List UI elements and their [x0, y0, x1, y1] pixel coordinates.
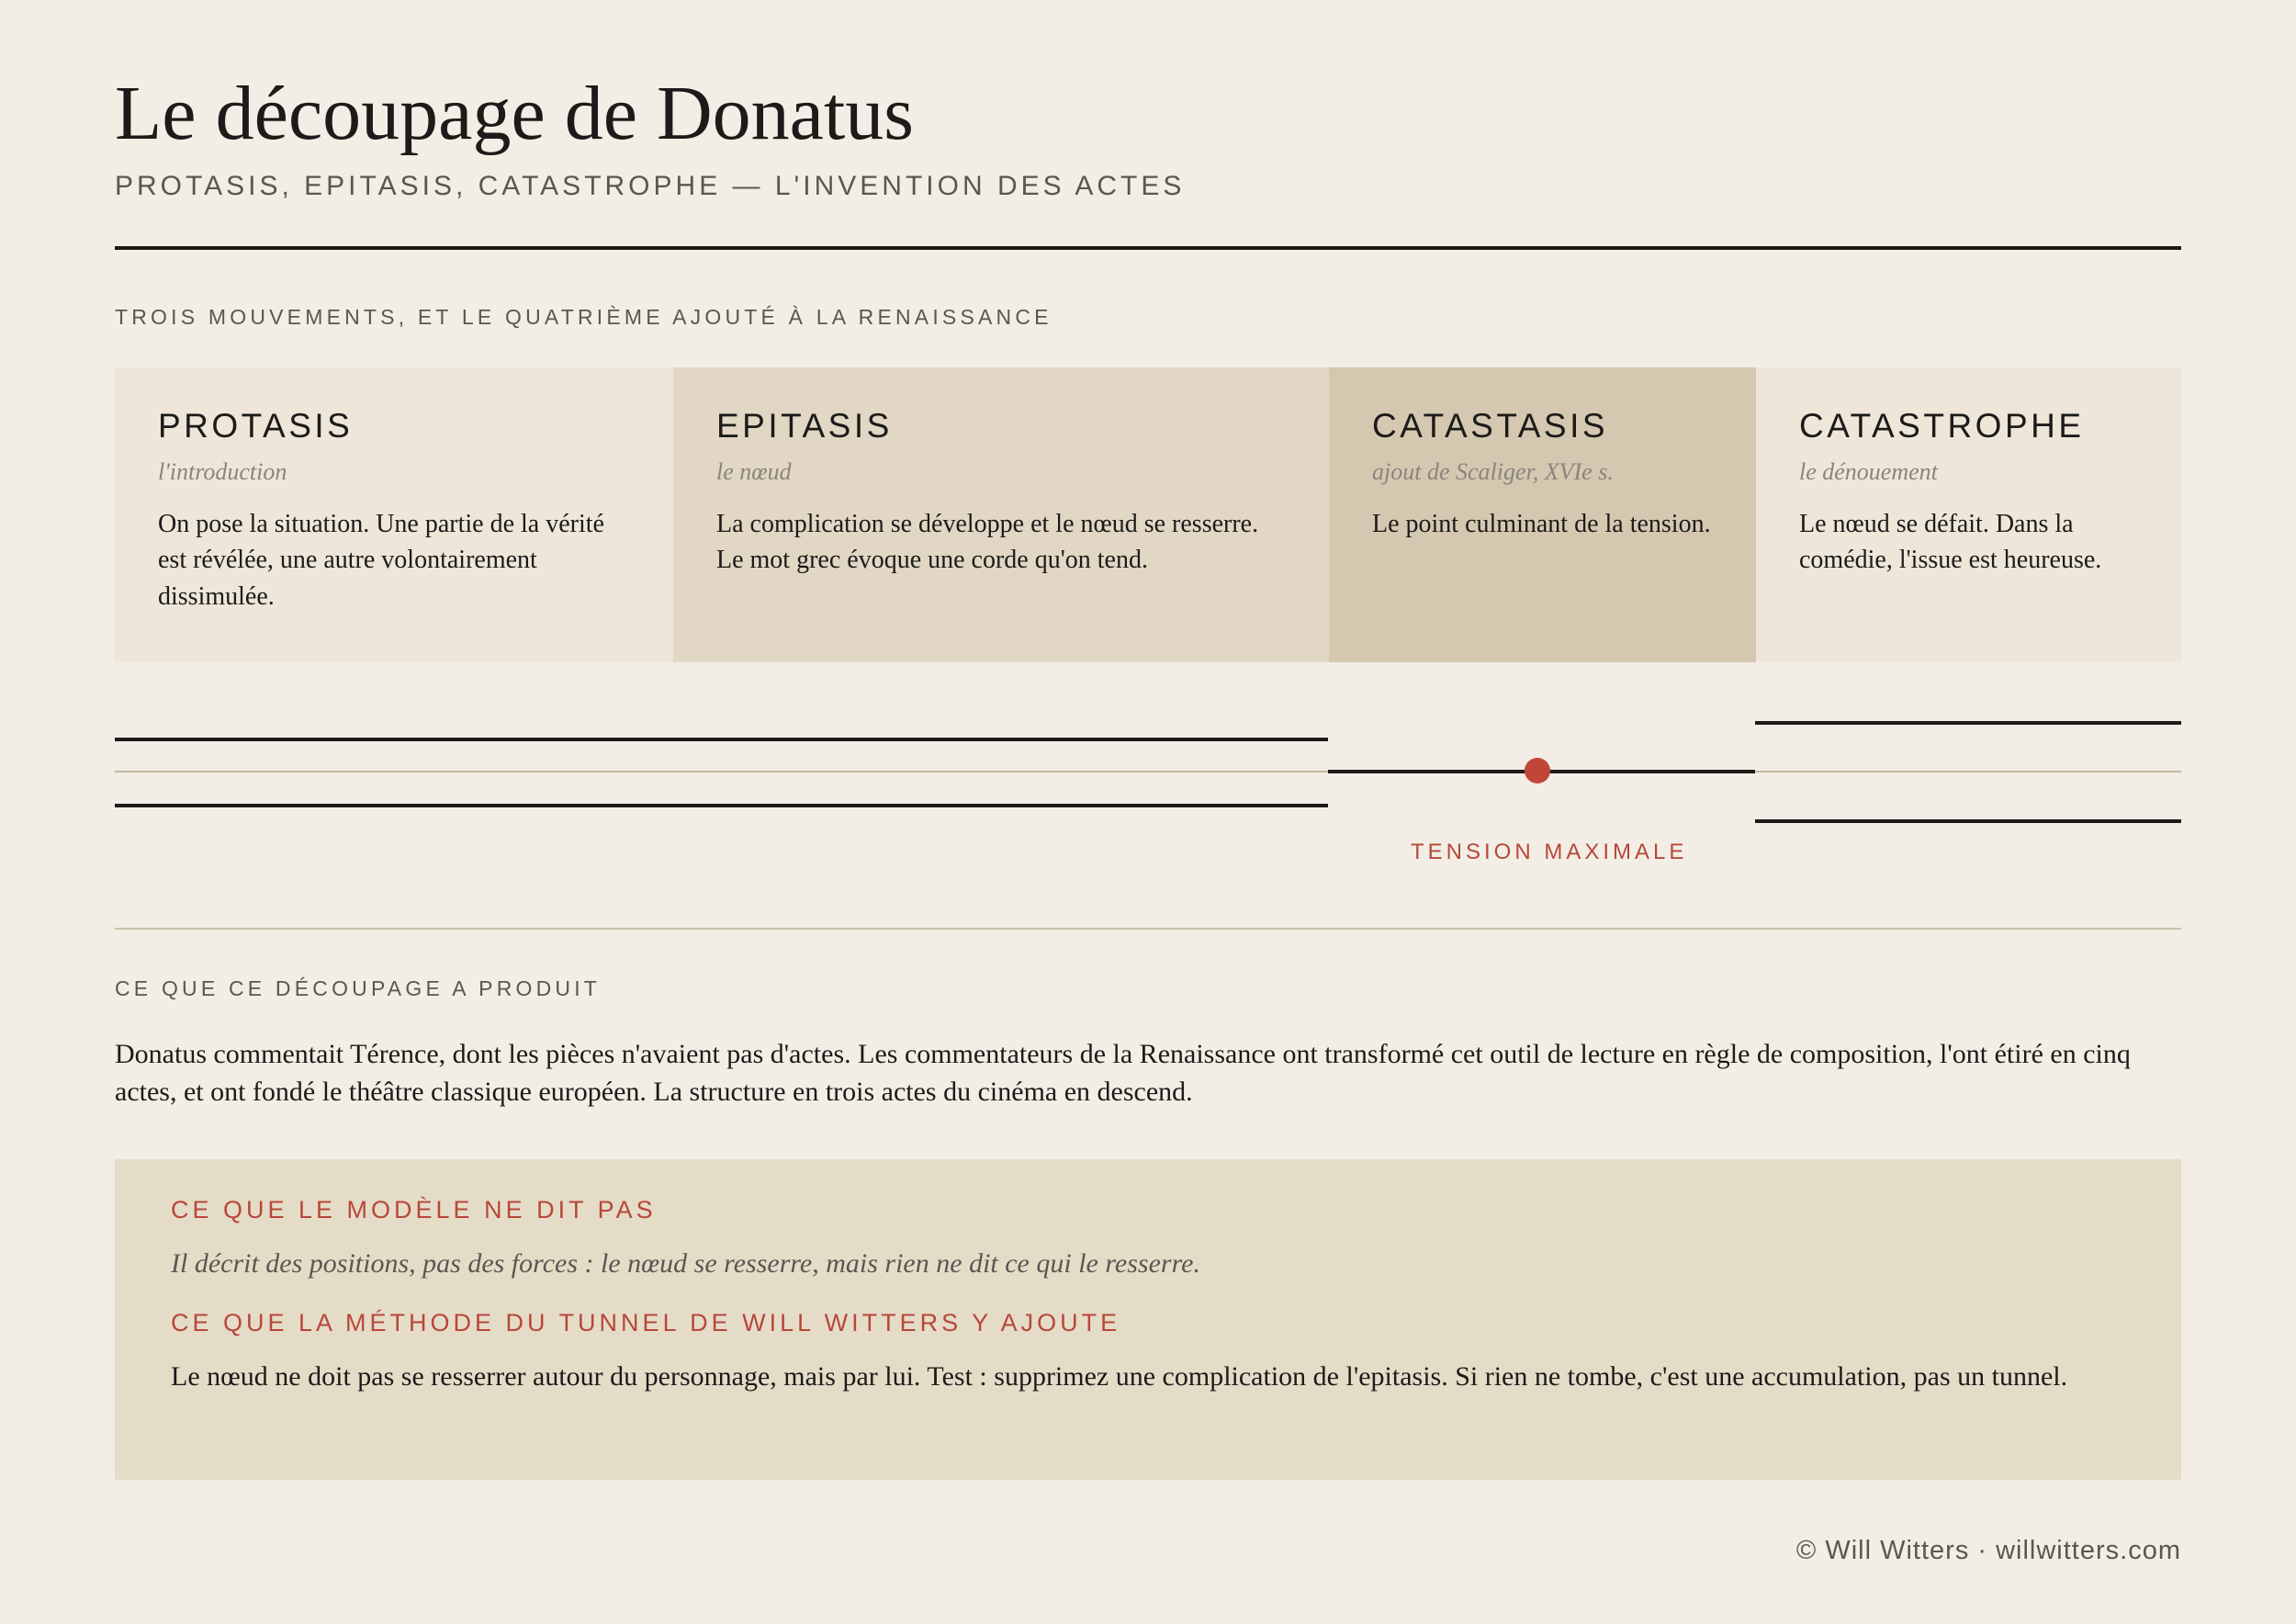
callout-box	[115, 1159, 2181, 1480]
section-divider	[115, 928, 2181, 930]
card-title: PROTASIS	[158, 407, 354, 445]
card-subtitle: le dénouement	[1799, 457, 1938, 485]
card-title: CATASTROPHE	[1799, 407, 2085, 445]
callout-limits-text: Il décrit des positions, pas des forces : le nœud se resserre, mais rien ne dit ce qui le resserre.	[171, 1248, 1200, 1279]
page-subtitle: PROTASIS, EPITASIS, CATASTROPHE — L'INVENTION DES ACTES	[115, 171, 1186, 201]
section-label-legacy: CE QUE CE DÉCOUPAGE A PRODUIT	[115, 976, 602, 1000]
tension-label: TENSION MAXIMALE	[1411, 840, 1688, 864]
tension-peak-dot	[1525, 758, 1550, 784]
callout-heading-method: CE QUE LA MÉTHODE DU TUNNEL DE WILL WITTERS Y AJOUTE	[171, 1309, 1121, 1336]
callout-method-text: Le nœud ne doit pas se resserrer autour du personnage, mais par lui. Test : supprimez une complication de l'epitasis. Si rien ne tombe, c'est une accumulation, pas un tunnel.	[171, 1361, 2068, 1392]
card-subtitle: l'introduction	[158, 457, 287, 485]
card-text: On pose la situation. Une partie de la vérité est révélée, une autre volontairement dissimulée.	[158, 509, 604, 612]
card-text: La complication se développe et le nœud se resserre. Le mot grec évoque une corde qu'on tend.	[716, 509, 1259, 575]
card-protasis	[115, 367, 673, 662]
card-title: CATASTASIS	[1372, 407, 1609, 445]
tension-diagram	[0, 707, 2296, 836]
section-label-movements: TROIS MOUVEMENTS, ET LE QUATRIÈME AJOUTÉ À LA RENAISSANCE	[115, 305, 1052, 329]
movement-cards	[115, 367, 2181, 662]
footer-credit: © Will Witters · willwitters.com	[1795, 1536, 2181, 1565]
card-subtitle: ajout de Scaliger, XVIe s.	[1372, 457, 1614, 485]
legacy-paragraph: Donatus commentait Térence, dont les pièces n'avaient pas d'actes. Les commentateurs de la Renaissance ont transformé cet outil de lecture en règle de composition, l'ont étiré en cinq actes, et ont fondé le théâtre classique européen. La structure en trois actes du cinéma en descend.	[115, 1039, 2131, 1107]
page-title: Le découpage de Donatus	[115, 71, 914, 156]
card-catastasis	[1329, 367, 1756, 662]
card-catastrophe	[1756, 367, 2181, 662]
card-subtitle: le nœud	[716, 457, 792, 485]
card-title: EPITASIS	[716, 407, 893, 445]
card-text: Le point culminant de la tension.	[1372, 509, 1711, 538]
callout-heading-limits: CE QUE LE MODÈLE NE DIT PAS	[171, 1196, 657, 1224]
card-text: Le nœud se défait. Dans la comédie, l'issue est heureuse.	[1799, 509, 2102, 575]
card-epitasis	[673, 367, 1329, 662]
header-divider	[115, 246, 2181, 250]
